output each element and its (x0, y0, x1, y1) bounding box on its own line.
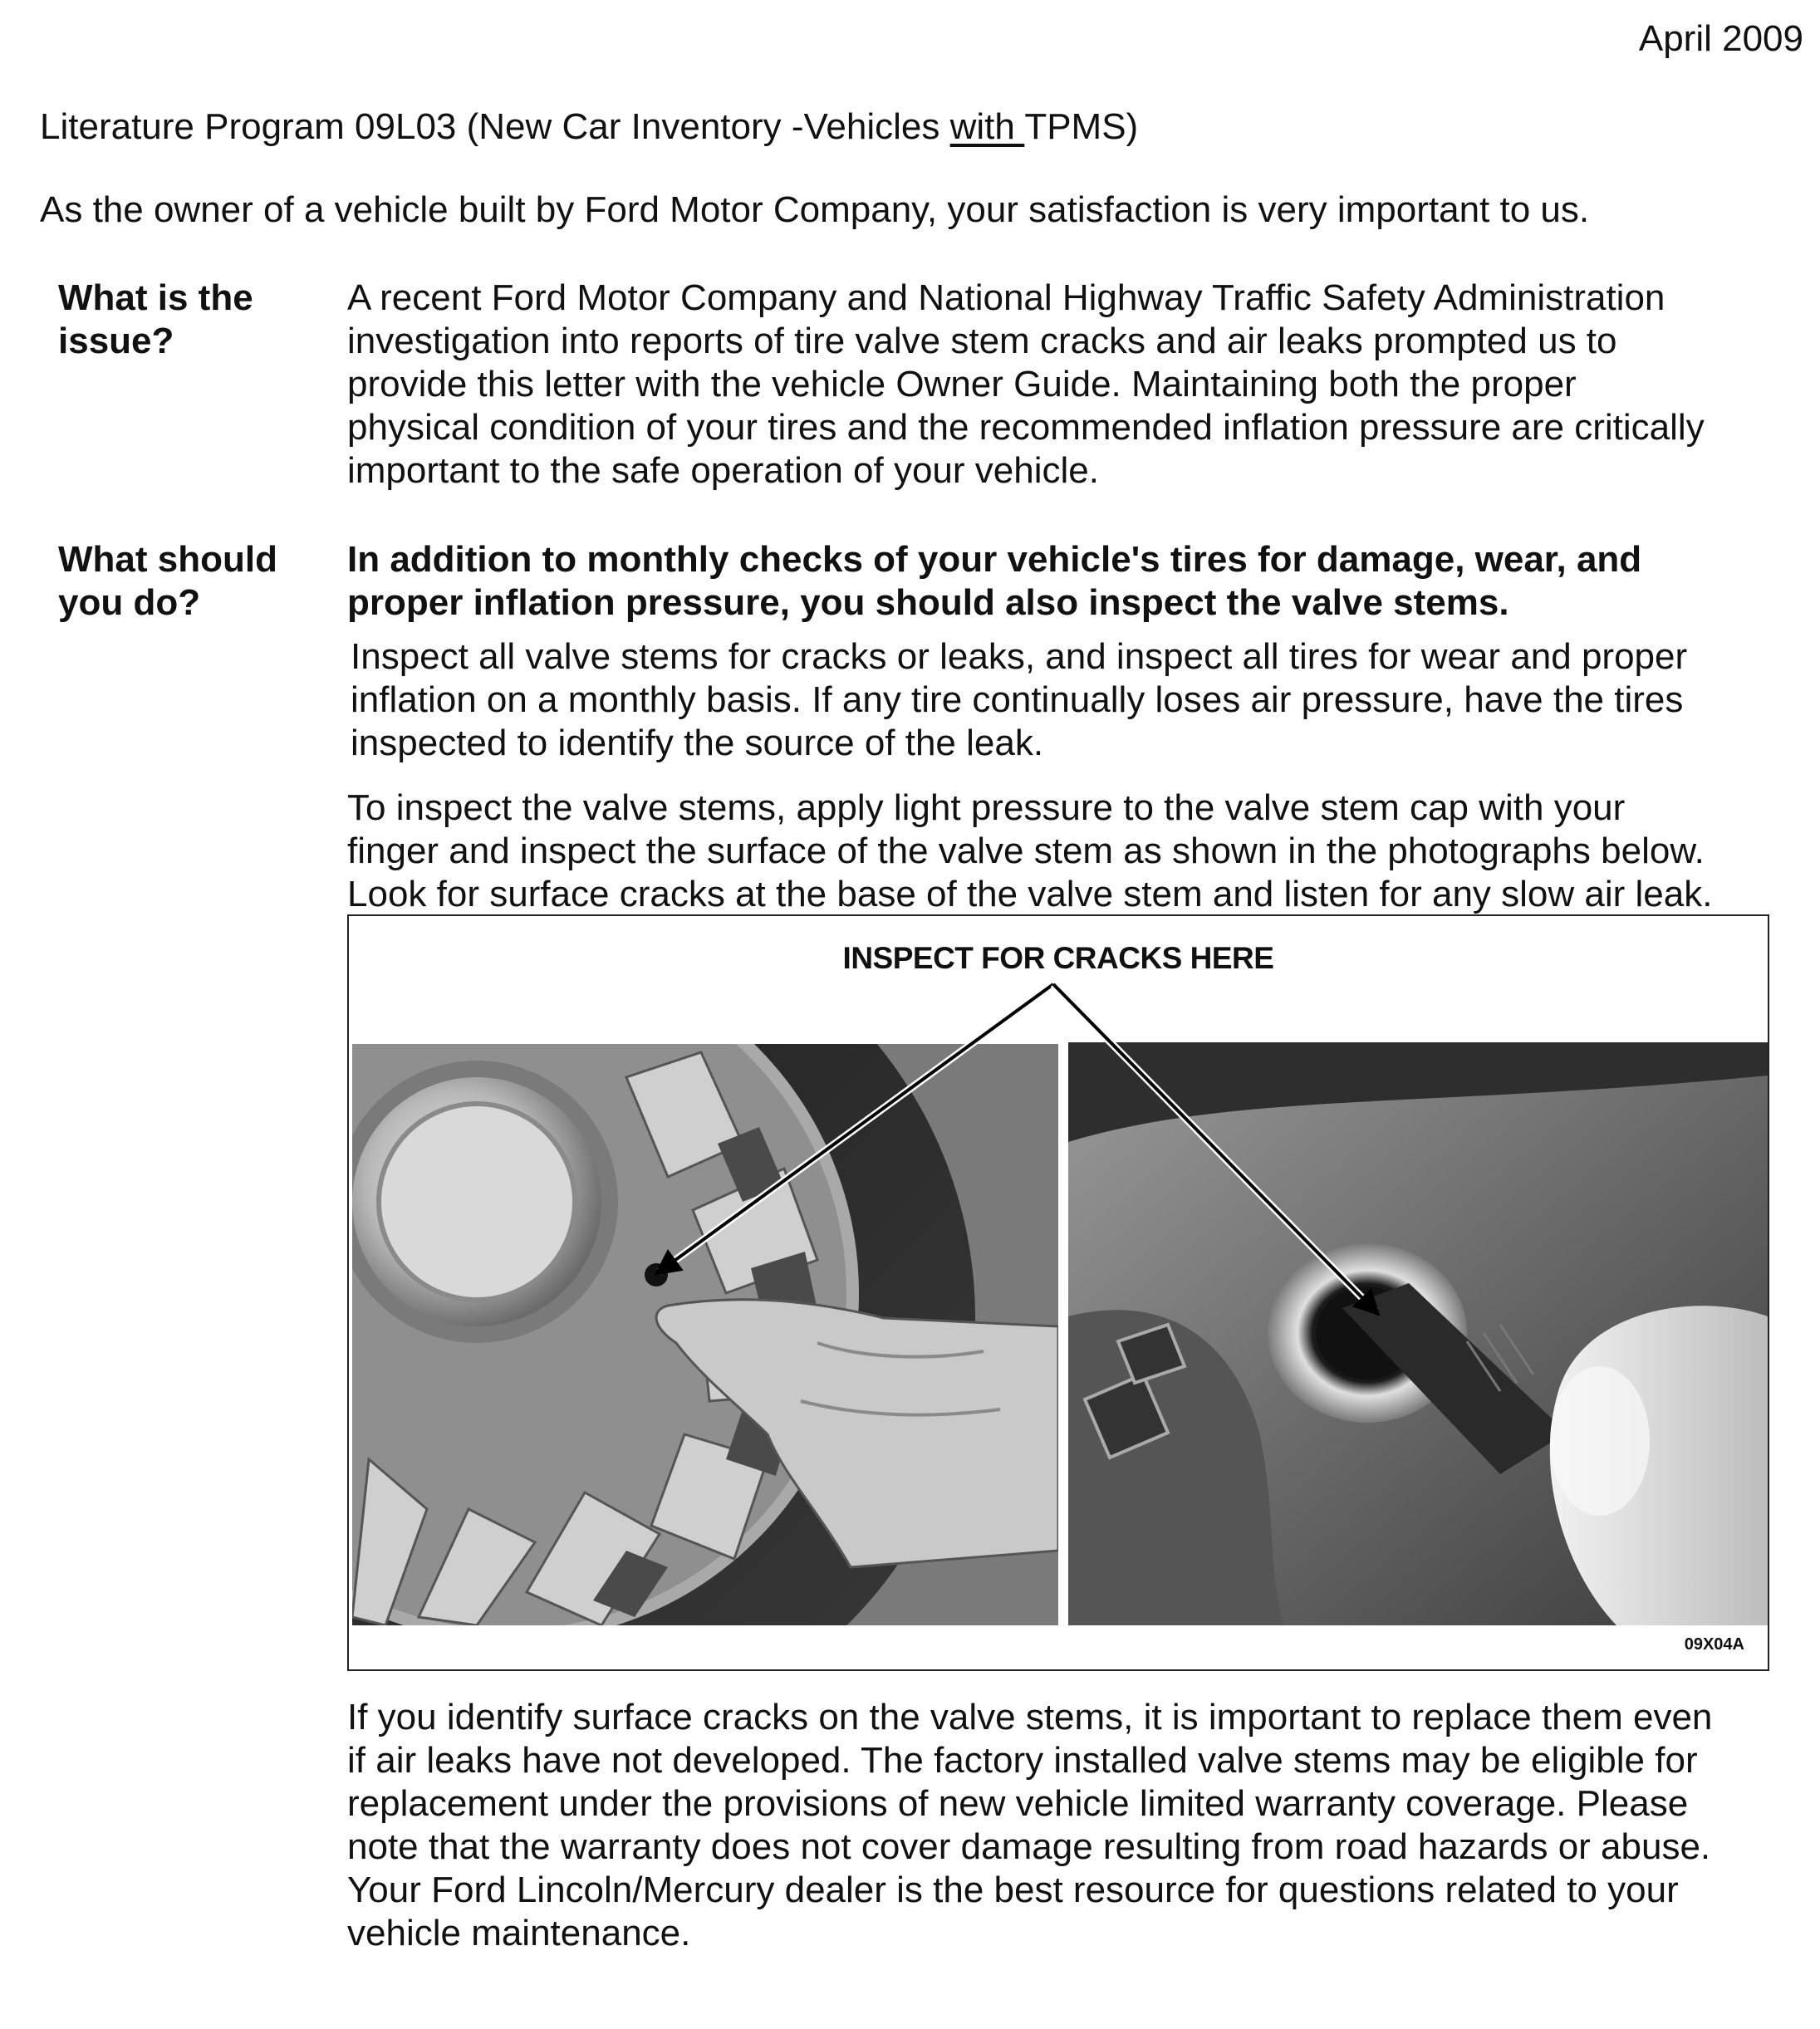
paragraph-line: finger and inspect the surface of the valve stem as shown in the photographs below. (347, 831, 1705, 871)
program-title (40, 106, 1138, 148)
program-title-prefix: Literature Program 09L03 (New Car Inventory -Vehicles (40, 106, 950, 147)
paragraph-line: if air leaks have not developed. The factory installed valve stems may be eligible for (347, 1740, 1698, 1781)
paragraph-line: Look for surface cracks at the base of the valve stem and listen for any slow air leak. (347, 874, 1713, 914)
action-paragraph-1 (351, 635, 1779, 765)
paragraph-line: inspected to identify the source of the leak. (351, 723, 1044, 763)
issue-body-line: A recent Ford Motor Company and National Highway Traffic Safety Administration (347, 277, 1665, 318)
arrow-left (660, 984, 1053, 1272)
issue-body-line: investigation into reports of tire valve stem cracks and air leaks prompted us to (347, 321, 1617, 361)
paragraph-line: note that the warranty does not cover damage resulting from road hazards or abuse. (347, 1826, 1711, 1867)
paragraph-line: vehicle maintenance. (347, 1913, 691, 1953)
action-label-line: you do? (58, 582, 201, 623)
issue-label (58, 277, 253, 363)
intro-sentence: As the owner of a vehicle built by Ford Motor Company, your satisfaction is very important to us. (40, 189, 1590, 230)
action-bold-line: In addition to monthly checks of your vehicle's tires for damage, wear, and (347, 539, 1642, 580)
action-bold-line: proper inflation pressure, you should also inspect the valve stems. (347, 582, 1509, 623)
paragraph-line: Your Ford Lincoln/Mercury dealer is the best resource for questions related to your (347, 1870, 1679, 1910)
action-paragraph-3 (347, 1696, 1776, 1955)
arrow-right (1053, 984, 1376, 1311)
issue-label-line: What is the (58, 277, 253, 318)
issue-body-line: physical condition of your tires and the recommended inflation pressure are critically (347, 407, 1705, 448)
program-title-underlined: with (949, 106, 1025, 147)
action-bold-intro (347, 538, 1776, 625)
paragraph-line: To inspect the valve stems, apply light pressure to the valve stem cap with your (347, 787, 1626, 828)
issue-label-line: issue? (58, 321, 174, 361)
action-label (58, 538, 277, 625)
pointer-arrows (349, 916, 1768, 1669)
paragraph-line: replacement under the provisions of new vehicle limited warranty coverage. Please (347, 1783, 1689, 1824)
issue-body-line: important to the safe operation of your vehicle. (347, 450, 1099, 491)
paragraph-line: Inspect all valve stems for cracks or leaks, and inspect all tires for wear and proper (351, 636, 1688, 677)
action-label-line: What should (58, 539, 277, 580)
figure-code: 09X04A (1684, 1635, 1744, 1654)
letter-date: April 2009 (1638, 18, 1803, 59)
paragraph-line: inflation on a monthly basis. If any tire continually loses air pressure, have the tires (351, 679, 1684, 720)
figure-caption: INSPECT FOR CRACKS HERE (842, 941, 1274, 975)
action-paragraph-2 (347, 787, 1776, 916)
valve-stem-figure (347, 914, 1769, 1671)
issue-body (347, 277, 1776, 493)
program-title-suffix: TPMS) (1024, 106, 1139, 147)
paragraph-line: If you identify surface cracks on the valve stems, it is important to replace them even (347, 1697, 1713, 1737)
issue-body-line: provide this letter with the vehicle Owner Guide. Maintaining both the proper (347, 364, 1577, 404)
